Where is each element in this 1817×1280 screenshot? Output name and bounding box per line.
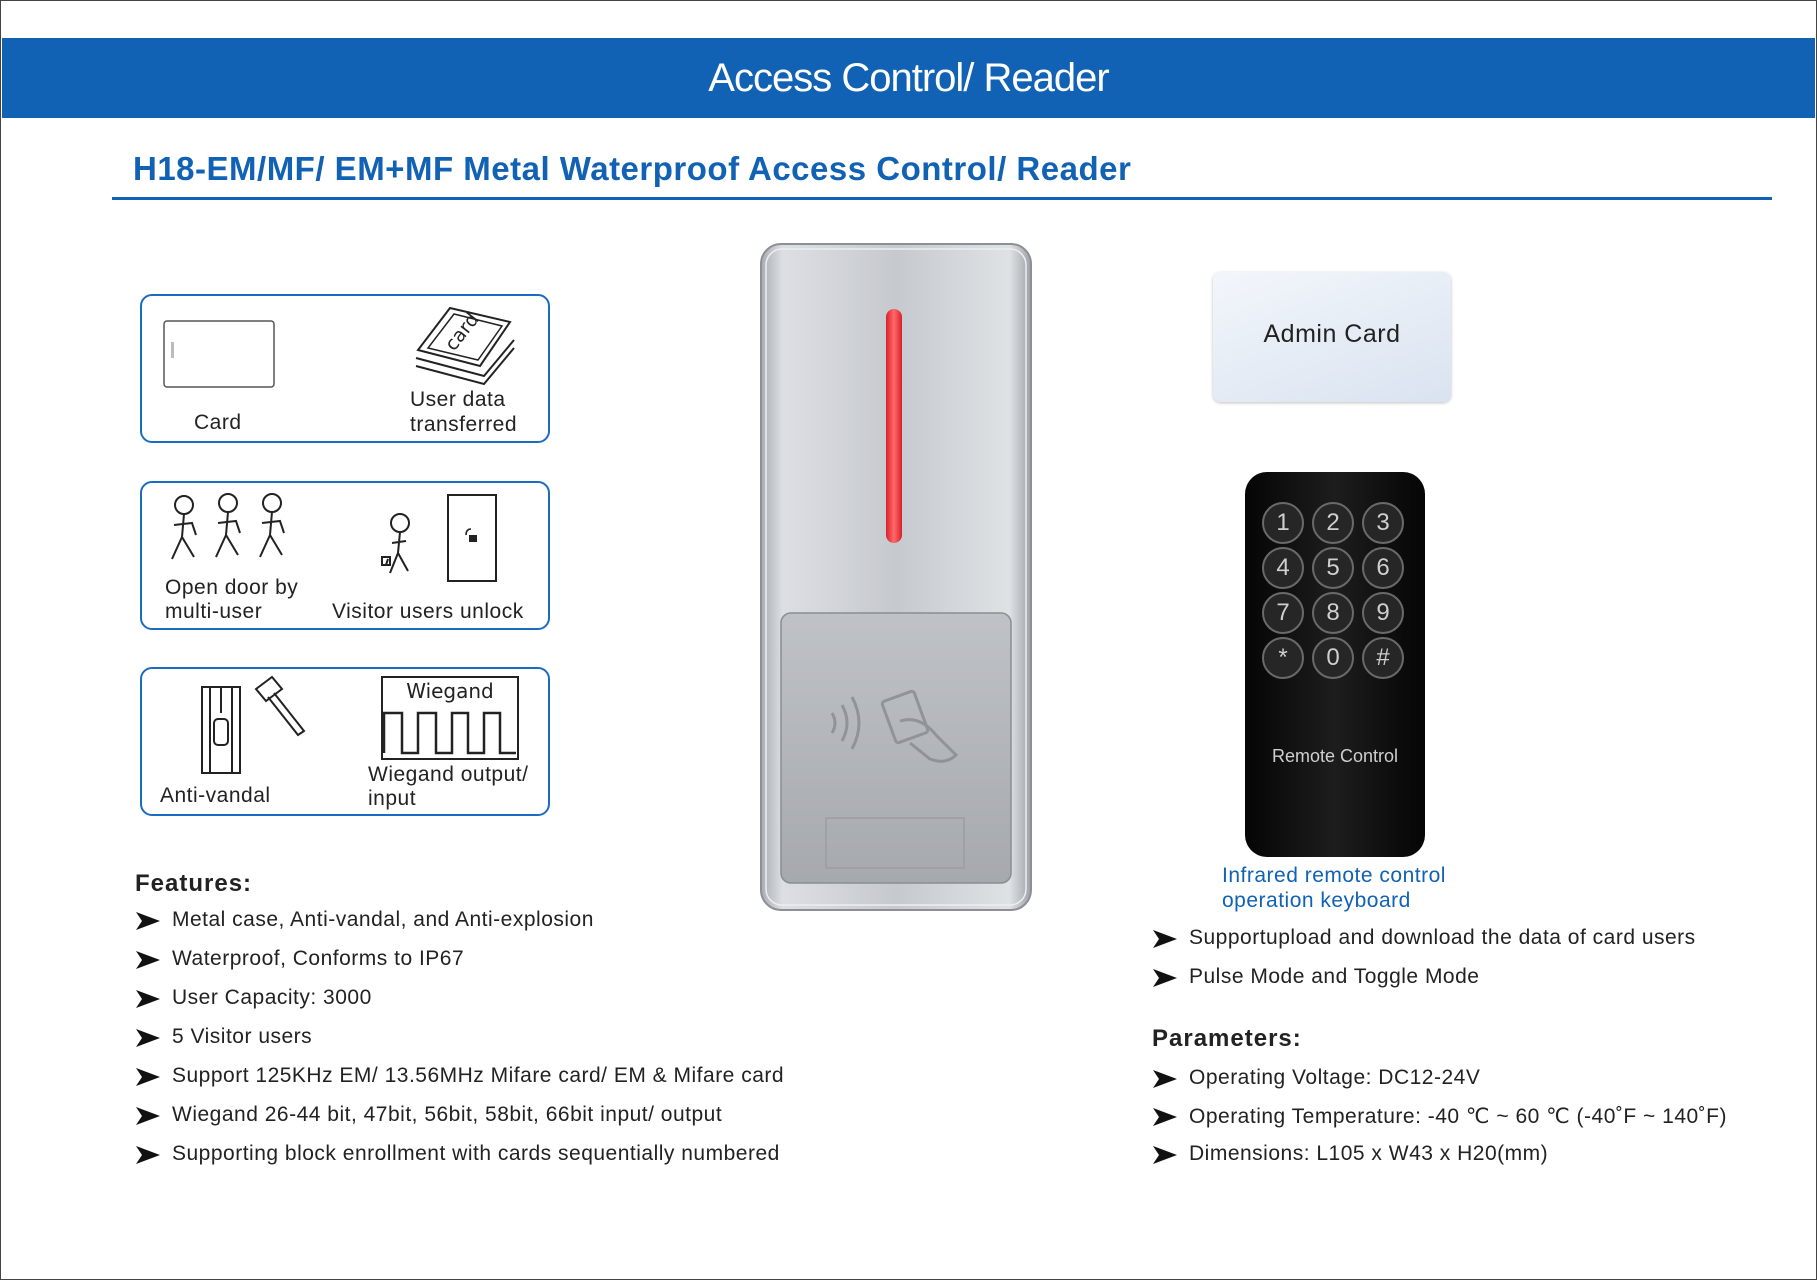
remote-caption-line-1: Infrared remote control: [1222, 864, 1446, 887]
wiegand-label-2: input: [368, 787, 417, 810]
feature-arrow-icon: [136, 1107, 160, 1125]
parameter-item: Operating Voltage: DC12-24V: [1189, 1066, 1481, 1089]
wiegand-text: Wiegand: [406, 679, 494, 703]
remote-key[interactable]: 2: [1312, 502, 1354, 544]
remote-key[interactable]: 3: [1362, 502, 1404, 544]
feature-arrow-icon: [136, 1029, 160, 1047]
feature-box-card: [140, 294, 550, 443]
card-stack-icon: [414, 304, 518, 388]
extra-feature-item: Pulse Mode and Toggle Mode: [1189, 965, 1480, 988]
card-stack-text: card: [440, 308, 484, 356]
feature-item: User Capacity: 3000: [172, 986, 372, 1009]
parameter-arrow-icon: [1153, 1108, 1177, 1126]
remote-control-image: [1245, 472, 1425, 857]
remote-key[interactable]: *: [1262, 637, 1304, 679]
feature-item: Wiegand 26-44 bit, 47bit, 56bit, 58bit, 66bit input/ output: [172, 1103, 723, 1126]
remote-key[interactable]: #: [1362, 637, 1404, 679]
extra-feature-arrow-icon: [1153, 969, 1177, 987]
remote-key[interactable]: 9: [1362, 592, 1404, 634]
multi-user-label-2: multi-user: [165, 600, 263, 623]
feature-item: Metal case, Anti-vandal, and Anti-explosion: [172, 908, 594, 931]
remote-label: Remote Control: [1271, 746, 1399, 766]
user-data-label-1: User data: [410, 388, 506, 411]
feature-item: 5 Visitor users: [172, 1025, 313, 1048]
feature-arrow-icon: [136, 912, 160, 930]
admin-card-label: Admin Card: [1263, 320, 1401, 348]
remote-caption-line-2: operation keyboard: [1222, 889, 1411, 912]
feature-box-users: [140, 481, 550, 630]
header-banner: [2, 38, 1815, 118]
walking-people-icon: [164, 493, 294, 565]
parameter-item: Dimensions: L105 x W43 x H20(mm): [1189, 1142, 1549, 1165]
parameter-item: Operating Temperature: -40 ℃ ~ 60 ℃ (-40˚F ~ 140˚F): [1189, 1105, 1728, 1128]
feature-arrow-icon: [136, 951, 160, 969]
card-icon: [163, 320, 275, 390]
multi-user-label-1: Open door by: [165, 576, 299, 599]
remote-key[interactable]: 5: [1312, 547, 1354, 589]
remote-key[interactable]: 0: [1312, 637, 1354, 679]
title-underline: [112, 197, 1772, 200]
visitor-door-icon: [372, 493, 500, 585]
remote-key[interactable]: 6: [1362, 547, 1404, 589]
remote-caption: [1222, 863, 1446, 913]
parameter-arrow-icon: [1153, 1070, 1177, 1088]
parameter-arrow-icon: [1153, 1146, 1177, 1164]
card-label: Card: [194, 411, 242, 434]
feature-item: Supporting block enrollment with cards sequentially numbered: [172, 1142, 780, 1165]
parameters-title: Parameters:: [1152, 1025, 1302, 1052]
feature-arrow-icon: [136, 990, 160, 1008]
feature-box-anti-vandal: [140, 667, 550, 816]
remote-key[interactable]: 4: [1262, 547, 1304, 589]
remote-key[interactable]: 1: [1262, 502, 1304, 544]
extra-feature-item: Supportupload and download the data of card users: [1189, 926, 1696, 949]
feature-arrow-icon: [136, 1068, 160, 1086]
user-data-label-2: transferred: [410, 413, 518, 436]
product-title: H18-EM/MF/ EM+MF Metal Waterproof Access Control/ Reader: [133, 150, 1132, 187]
feature-item: Support 125KHz EM/ 13.56MHz Mifare card/ EM & Mifare card: [172, 1064, 785, 1087]
admin-card-image: [1213, 272, 1451, 402]
extra-feature-arrow-icon: [1153, 930, 1177, 948]
reader-device-image: [760, 243, 1032, 911]
feature-item: Waterproof, Conforms to IP67: [172, 947, 465, 970]
features-title: Features:: [135, 870, 253, 897]
wiegand-signal-icon: [380, 673, 520, 763]
wiegand-label-1: Wiegand output/: [368, 763, 529, 786]
banner-title: Access Control/ Reader: [708, 56, 1109, 100]
feature-arrow-icon: [136, 1146, 160, 1164]
remote-key[interactable]: 7: [1262, 592, 1304, 634]
anti-vandal-label: Anti-vandal: [160, 784, 271, 807]
remote-key[interactable]: 8: [1312, 592, 1354, 634]
hammer-icon: [198, 675, 308, 777]
visitor-unlock-label: Visitor users unlock: [332, 600, 524, 623]
